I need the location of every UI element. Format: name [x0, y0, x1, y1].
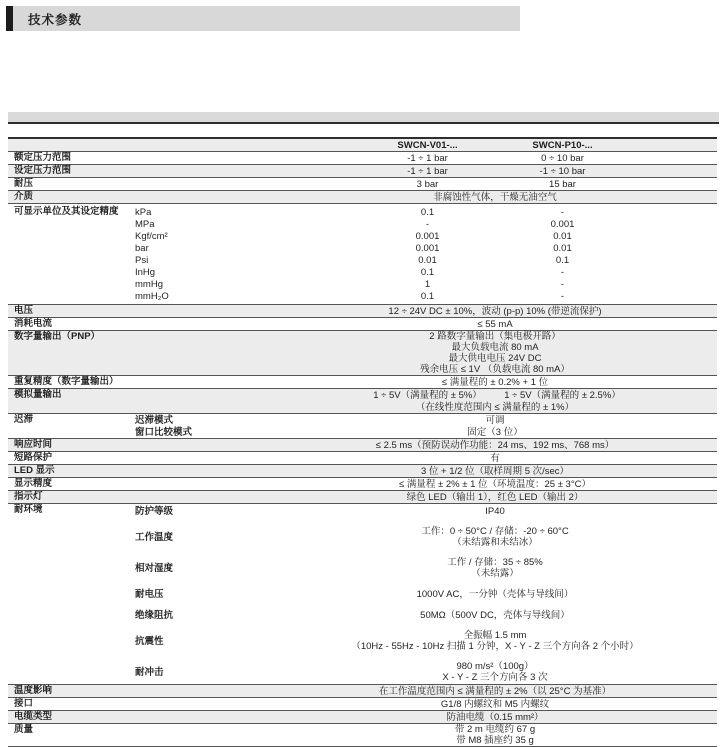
spec-row [8, 318, 717, 331]
page-title: 技术参数 [28, 12, 83, 27]
value-line: （未结露和未结冰） [452, 537, 538, 548]
row-label: 重复精度（数字量输出） [14, 376, 119, 387]
row-body [127, 685, 717, 697]
row-label: 电缆类型 [14, 711, 53, 722]
value-span [360, 661, 630, 683]
spec-subline [127, 505, 717, 517]
spec-subline [127, 478, 717, 490]
spec-subline [127, 305, 717, 317]
spec-row [8, 698, 717, 711]
value-cell: - [560, 278, 565, 290]
row-body [127, 191, 717, 203]
row-body [127, 376, 717, 388]
value-cell: 1 ÷ 5V（满量程的 ± 2.5%） [504, 389, 621, 401]
value-span [360, 506, 630, 517]
spec-row [8, 452, 717, 465]
value-span [360, 557, 630, 579]
value-cell: 0.1 [420, 290, 435, 302]
spec-subline [127, 609, 717, 621]
row-label: 消耗电流 [14, 318, 53, 329]
value-line: 残余电压 ≤ 1V （负载电流 80 mA） [420, 364, 570, 375]
spec-subline [127, 152, 717, 164]
row-sublabel: 迟滞模式 [135, 414, 174, 426]
row-body [127, 414, 717, 438]
value-span [360, 415, 630, 426]
value-cell: 0.01 [553, 230, 572, 242]
spec-subline [127, 218, 717, 230]
row-label: 模拟量输出 [14, 389, 62, 400]
value-line: 1000V AC，一分钟（壳体与导线间） [416, 588, 574, 600]
value-cell: 0.001 [415, 242, 440, 254]
row-body [127, 465, 717, 477]
value-line: 带 2 m 电缆约 67 g [454, 724, 536, 735]
spec-subline [127, 401, 717, 413]
row-sublabel: 耐冲击 [135, 666, 164, 678]
spec-subline [127, 331, 717, 375]
value-columns [360, 166, 630, 177]
row-sublabel: 窗口比较模式 [135, 426, 193, 438]
row-label: 温度影响 [14, 685, 53, 696]
value-line: 最大负载电流 80 mA [451, 342, 539, 353]
spec-subline [127, 426, 717, 438]
value-cell: 0.1 [555, 254, 570, 266]
value-line: ≤ 55 mA [477, 318, 513, 330]
spec-subline [127, 724, 717, 746]
value-line: 在工作温度范围内 ≤ 满量程的 ± 2%（以 25°C 为基准） [378, 685, 612, 697]
spec-subline [127, 191, 717, 203]
value-line: G1/8 内螺纹和 M5 内螺纹 [440, 698, 550, 710]
spec-row [8, 724, 717, 747]
spec-subline [127, 465, 717, 477]
spec-subline [127, 661, 717, 683]
value-span [360, 610, 630, 621]
value-span [360, 331, 630, 375]
row-body [127, 165, 717, 177]
row-sublabel: mmHg [135, 278, 163, 290]
value-cell: -1 ÷ 1 bar [407, 152, 448, 164]
row-label: 设定压力范围 [14, 165, 72, 176]
spec-row [8, 414, 717, 439]
row-body [127, 698, 717, 710]
value-span [360, 453, 630, 464]
row-sublabel: 防护等级 [135, 505, 174, 517]
value-line: 绿色 LED（输出 1），红色 LED（输出 2） [406, 491, 584, 503]
value-span [360, 306, 630, 317]
value-line: 最大供电电压 24V DC [448, 353, 542, 364]
spec-row [8, 439, 717, 452]
spec-row [8, 305, 717, 318]
row-sublabel: 耐电压 [135, 588, 164, 600]
row-body [127, 724, 717, 746]
value-cell: - [560, 290, 565, 302]
spec-subline [127, 290, 717, 302]
column-header: SWCN-P10-... [532, 139, 593, 151]
row-body [127, 439, 717, 451]
value-line: ≤ 2.5 ms（预防误动作功能：24 ms、192 ms、768 ms） [375, 439, 615, 451]
value-line: （未结露） [471, 568, 519, 579]
value-columns [360, 243, 630, 254]
row-sublabel: 相对湿度 [135, 562, 174, 574]
spec-subline [127, 698, 717, 710]
value-span [360, 402, 630, 413]
row-sublabel: 绝缘阻抗 [135, 609, 174, 621]
value-cell: 1 [424, 278, 431, 290]
column-header: SWCN-V01-... [397, 139, 458, 151]
value-line: ≤ 满量程的 ± 0.2% + 1 位 [441, 376, 549, 388]
spec-subline [127, 557, 717, 579]
spec-subline [127, 165, 717, 177]
value-cell: 0.01 [553, 242, 572, 254]
value-cell: -1 ÷ 1 bar [407, 165, 448, 177]
spec-subline [127, 526, 717, 548]
value-columns [360, 153, 630, 164]
value-cell: 0.01 [418, 254, 437, 266]
value-line: X - Y - Z 三个方向各 3 次 [442, 672, 548, 683]
value-line: 固定（3 位） [467, 426, 523, 438]
spec-subline [127, 630, 717, 652]
spec-row [8, 711, 717, 724]
row-body [127, 491, 717, 503]
spec-subline [127, 685, 717, 697]
value-line: 2 路数字量输出（集电极开路） [429, 331, 561, 342]
value-cell: 0.1 [420, 266, 435, 278]
spec-row [8, 331, 717, 376]
spec-row [8, 389, 717, 414]
spec-subline [127, 376, 717, 388]
value-cell: - [560, 206, 565, 218]
value-cell: 0.001 [415, 230, 440, 242]
table-header-row [8, 139, 717, 152]
row-body [127, 305, 717, 317]
row-sublabel: mmH₂O [135, 290, 169, 302]
spec-subline [127, 588, 717, 600]
value-span [360, 479, 630, 490]
spec-subline [127, 206, 717, 218]
section-title-bar [6, 6, 520, 31]
spec-subline [127, 452, 717, 464]
value-line: （10Hz - 55Hz - 10Hz 扫描 1 分钟，X - Y - Z 三个方向各 2 个小时） [351, 641, 639, 652]
value-cell: -1 ÷ 10 bar [539, 165, 586, 177]
value-span [360, 526, 630, 548]
spec-subline [127, 230, 717, 242]
value-span [360, 192, 630, 203]
value-span [360, 319, 630, 330]
spec-subline [127, 278, 717, 290]
row-label: 耐压 [14, 178, 34, 189]
value-cell: 3 bar [416, 178, 439, 190]
value-span [351, 630, 639, 652]
row-sublabel: 工作温度 [135, 531, 174, 543]
row-label: 耐环境 [14, 504, 43, 515]
row-body [127, 139, 717, 151]
value-columns [360, 390, 630, 401]
value-columns [360, 255, 630, 266]
row-sublabel: 抗震性 [135, 635, 164, 647]
spec-subline [127, 318, 717, 330]
row-body [127, 204, 717, 304]
row-body [127, 478, 717, 490]
value-line: 980 m/s²（100g） [456, 661, 534, 672]
spec-row [8, 376, 717, 389]
row-label: 数字量输出（PNP） [14, 331, 101, 342]
spec-row [8, 685, 717, 698]
row-label: 显示精度 [14, 478, 53, 489]
spec-row [8, 478, 717, 491]
value-line: 防油电缆（0.15 mm²） [446, 711, 544, 723]
row-label: 指示灯 [14, 491, 43, 502]
row-label: 可显示单位及其设定精度 [14, 206, 119, 217]
value-line: 50MΩ（500V DC，壳体与导线间） [420, 609, 570, 621]
row-body [127, 711, 717, 723]
row-label: 迟滞 [14, 414, 34, 425]
value-span [360, 440, 630, 451]
value-line: 可调 [485, 414, 505, 426]
value-line: 工作 / 存储：35 ÷ 85% [447, 557, 543, 568]
row-sublabel: kPa [135, 206, 152, 218]
row-sublabel: bar [135, 242, 149, 254]
value-line: （在线性度范围内 ≤ 满量程的 ± 1%） [415, 401, 575, 413]
row-label: 接口 [14, 698, 34, 709]
row-label: LED 显示 [14, 465, 55, 476]
value-line: IP40 [485, 505, 505, 517]
value-span [360, 377, 630, 388]
value-span [360, 466, 630, 477]
row-sublabel: InHg [135, 266, 156, 278]
value-cell: 15 bar [549, 178, 576, 190]
value-span [360, 712, 630, 723]
row-body [127, 452, 717, 464]
spec-row [8, 204, 717, 305]
top-gray-band [8, 112, 719, 124]
spec-subline [127, 266, 717, 278]
row-sublabel: Psi [135, 254, 149, 266]
value-span [360, 724, 630, 746]
spec-subline [127, 242, 717, 254]
value-line: 12 ÷ 24V DC ± 10%，波动 (p-p) 10% (带逆流保护) [388, 305, 602, 317]
row-body [127, 318, 717, 330]
spec-row [8, 191, 717, 204]
value-cell: 0 ÷ 10 bar [541, 152, 584, 164]
spec-row [8, 504, 717, 685]
spec-subline [127, 389, 717, 401]
row-body [127, 331, 717, 375]
row-sublabel: MPa [135, 218, 155, 230]
value-columns [360, 219, 630, 230]
spec-row [8, 465, 717, 478]
spec-subline [127, 254, 717, 266]
row-label: 介质 [14, 191, 34, 202]
row-label: 质量 [14, 724, 34, 735]
value-columns [360, 267, 630, 278]
row-body [127, 389, 717, 413]
value-columns [360, 207, 630, 218]
value-span [360, 492, 630, 503]
value-span [360, 686, 630, 697]
title-accent-bar [6, 6, 13, 31]
spec-table [8, 137, 717, 747]
spec-subline [127, 139, 717, 151]
spec-subline [127, 178, 717, 190]
value-cell: 0.1 [420, 206, 435, 218]
row-label: 短路保护 [14, 452, 53, 463]
spec-row [8, 491, 717, 504]
value-columns [360, 231, 630, 242]
value-columns [360, 179, 630, 190]
value-span [360, 427, 630, 438]
row-label: 额定压力范围 [14, 152, 72, 163]
value-cell: - [560, 266, 565, 278]
value-span [360, 699, 630, 710]
spec-subline [127, 439, 717, 451]
row-body [127, 504, 717, 684]
spec-subline [127, 491, 717, 503]
spec-row [8, 152, 717, 165]
value-cell: 0.001 [550, 218, 575, 230]
value-line: 带 M8 插座约 35 g [456, 735, 534, 746]
spec-subline [127, 711, 717, 723]
value-cell: 1 ÷ 5V（满量程的 ± 5%） [373, 389, 482, 401]
row-label: 响应时间 [14, 439, 53, 450]
value-span [360, 589, 630, 600]
value-line: 非腐蚀性气体，干燥无油空气 [433, 191, 557, 203]
spec-subline [127, 414, 717, 426]
row-sublabel: Kgf/cm² [135, 230, 168, 242]
value-cell: - [425, 218, 430, 230]
row-label: 电压 [14, 305, 34, 316]
row-body [127, 152, 717, 164]
value-line: ≤ 满量程 ± 2% ± 1 位（环境温度：25 ± 3°C） [399, 478, 591, 490]
value-line: 工作：0 ÷ 50°C / 存储：-20 ÷ 60°C [421, 526, 569, 537]
value-line: 3 位 + 1/2 位（取样周期 5 次/sec） [420, 465, 570, 477]
value-line: 有 [490, 452, 500, 464]
value-columns [360, 291, 630, 302]
row-body [127, 178, 717, 190]
value-columns [360, 140, 630, 151]
value-columns [360, 279, 630, 290]
spec-row [8, 165, 717, 178]
value-line: 全振幅 1.5 mm [463, 630, 527, 641]
spec-row [8, 178, 717, 191]
